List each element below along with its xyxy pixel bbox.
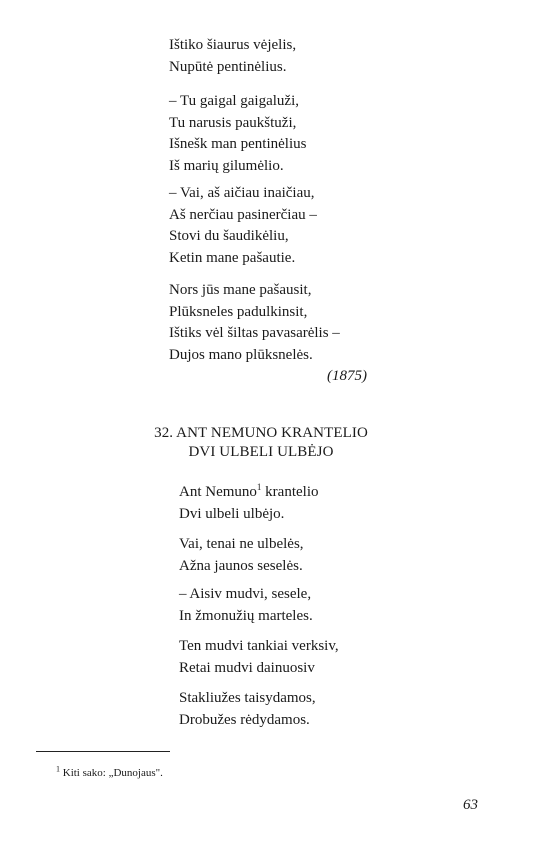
page-number: 63 [463,797,478,813]
verse-line: In žmonužių marteles. [179,607,313,624]
poem-date: (1875) [327,368,367,384]
verse-text: Ant Nemuno [179,484,257,500]
poem1-stanza-4 [169,280,340,366]
verse-line: Nors jūs mane pašausit, [169,282,312,298]
verse-line: – Tu gaigal gaigaluži, [169,93,299,109]
poem2-stanza-1 [179,482,319,525]
verse-line: Drobužes rėdydamos. [179,711,310,728]
poem2-stanza-3 [179,584,313,627]
verse-line: Plūksneles padulkinsit, [169,303,308,320]
footnote [56,764,163,779]
footnote-mark: 1 [56,764,60,774]
verse-line: – Aisiv mudvi, sesele, [179,586,312,602]
footnote-text: Kiti sako: „Dunojaus". [60,767,163,779]
verse-line: – Vai, aš aičiau inaičiau, [169,185,315,201]
verse-line: Vai, tenai ne ulbelės, [179,536,304,552]
verse-line: Iš marių gilumėlio. [169,157,284,174]
poem1-stanza-1 [169,35,296,78]
verse-line: Tu narusis paukštuži, [169,114,297,131]
verse-line: Aš nerčiau pasinerčiau – [169,206,317,223]
verse-line [179,482,319,504]
title-line: DVI ULBELI ULBĖJO [188,444,334,460]
footnote-divider [36,751,170,752]
verse-text: krantelio [261,484,319,500]
verse-line: Ažna jaunos seselės. [179,557,303,574]
poem1-stanza-2 [169,91,306,177]
footnote-reference[interactable]: 1 [256,482,262,492]
verse-line: Ištiks vėl šiltas pavasarėlis – [169,325,340,341]
poem2-stanza-2 [179,534,304,577]
verse-line: Retai mudvi dainuosiv [179,659,315,676]
verse-line: Stakliužes taisydamos, [179,690,316,706]
verse-line: Stovi du šaudikėliu, [169,228,289,244]
verse-line: Ten mudvi tankiai verksiv, [179,638,339,654]
verse-line: Ištiko šiaurus vėjelis, [169,37,297,53]
verse-line: Išnešk man pentinėlius [169,136,307,152]
poem2-stanza-5 [179,688,316,731]
poem-title [120,424,402,462]
poem1-stanza-3 [169,183,317,269]
verse-line: Dvi ulbeli ulbėjo. [179,505,285,522]
title-line: 32. ANT NEMUNO KRANTELIO [154,425,368,441]
verse-line: Ketin mane pašautie. [169,249,296,266]
poem2-stanza-4 [179,636,339,679]
verse-line: Dujos mano plūksnelės. [169,346,313,363]
verse-line: Nupūtė pentinėlius. [169,58,287,75]
